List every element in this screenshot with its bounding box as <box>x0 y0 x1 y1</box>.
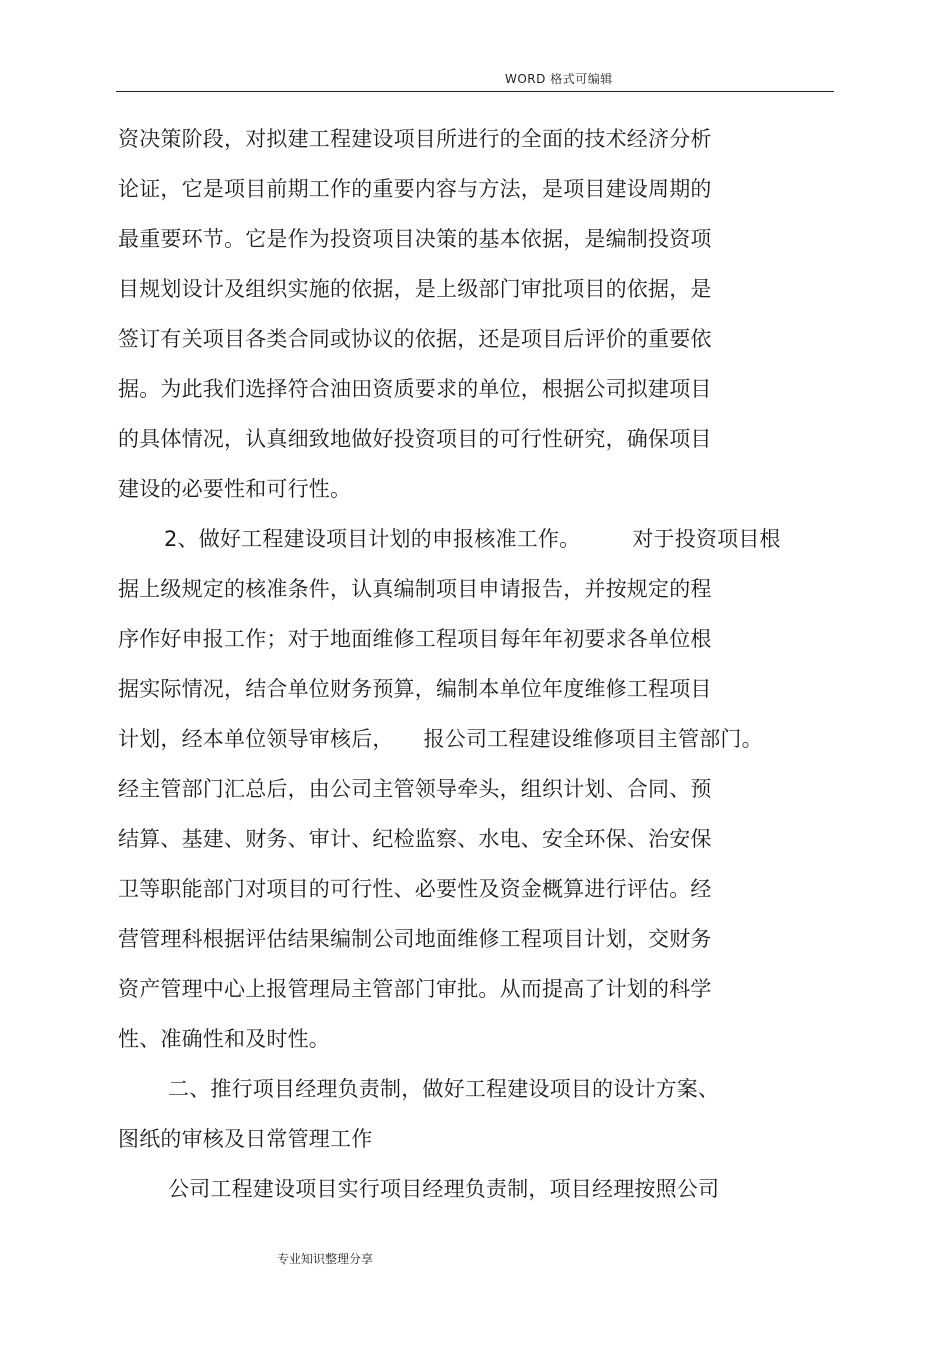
item-2-text-start: 对于投资项目根 <box>632 527 781 551</box>
text-line-10: 据上级规定的核准条件，认真编制项目申请报告，并按规定的程 <box>118 577 712 601</box>
text-line-3: 最重要环节。它是作为投资项目决策的基本依据，是编制投资项 <box>118 227 712 251</box>
text-line-11: 序作好申报工作；对于地面维修工程项目每年年初要求各单位根 <box>118 627 712 651</box>
text-line-1: 资决策阶段，对拟建工程建设项目所进行的全面的技术经济分析 <box>118 127 712 151</box>
text-line-19: 性、准确性和及时性。 <box>118 1027 330 1051</box>
text-line-7: 的具体情况，认真细致地做好投资项目的可行性研究，确保项目 <box>118 427 712 451</box>
page-header-label: WORD 格式可编辑 <box>505 72 613 86</box>
text-line-6: 据。为此我们选择符合油田资质要求的单位，根据公司拟建项目 <box>118 377 712 401</box>
text-line-22: 公司工程建设项目实行项目经理负责制，项目经理按照公司 <box>168 1177 720 1201</box>
text-line-2: 论证，它是项目前期工作的重要内容与方法，是项目建设周期的 <box>118 177 712 201</box>
document-body <box>118 114 838 1214</box>
header-rule <box>116 91 834 92</box>
text-line-17: 营管理科根据评估结果编制公司地面维修工程项目计划，交财务 <box>118 927 712 951</box>
section-2-heading-line-2: 图纸的审核及日常管理工作 <box>118 1127 373 1151</box>
text-line-12: 据实际情况，结合单位财务预算，编制本单位年度维修工程项目 <box>118 677 712 701</box>
text-line-13-part-1: 计划，经本单位领导审核后， <box>118 727 394 751</box>
text-line-15: 结算、基建、财务、审计、纪检监察、水电、安全环保、治安保 <box>118 827 712 851</box>
text-line-5: 签订有关项目各类合同或协议的依据，还是项目后评价的重要依 <box>118 327 712 351</box>
section-2-heading-line-1: 二、推行项目经理负责制，做好工程建设项目的设计方案、 <box>168 1077 720 1101</box>
text-line-4: 目规划设计及组织实施的依据，是上级部门审批项目的依据，是 <box>118 277 712 301</box>
text-line-8: 建设的必要性和可行性。 <box>118 477 352 501</box>
text-line-13-part-2: 报公司工程建设维修项目主管部门。 <box>423 727 763 751</box>
text-line-16: 卫等职能部门对项目的可行性、必要性及资金概算进行评估。经 <box>118 877 712 901</box>
page-footer-label: 专业知识整理分享 <box>277 1252 374 1266</box>
item-2-heading: 2、做好工程建设项目计划的申报核准工作。 <box>164 527 581 551</box>
text-line-13 <box>118 714 838 764</box>
text-line-18: 资产管理中心上报管理局主管部门审批。从而提高了计划的科学 <box>118 977 712 1001</box>
text-line-14: 经主管部门汇总后，由公司主管领导牵头，组织计划、合同、预 <box>118 777 712 801</box>
text-line-9 <box>118 514 838 564</box>
